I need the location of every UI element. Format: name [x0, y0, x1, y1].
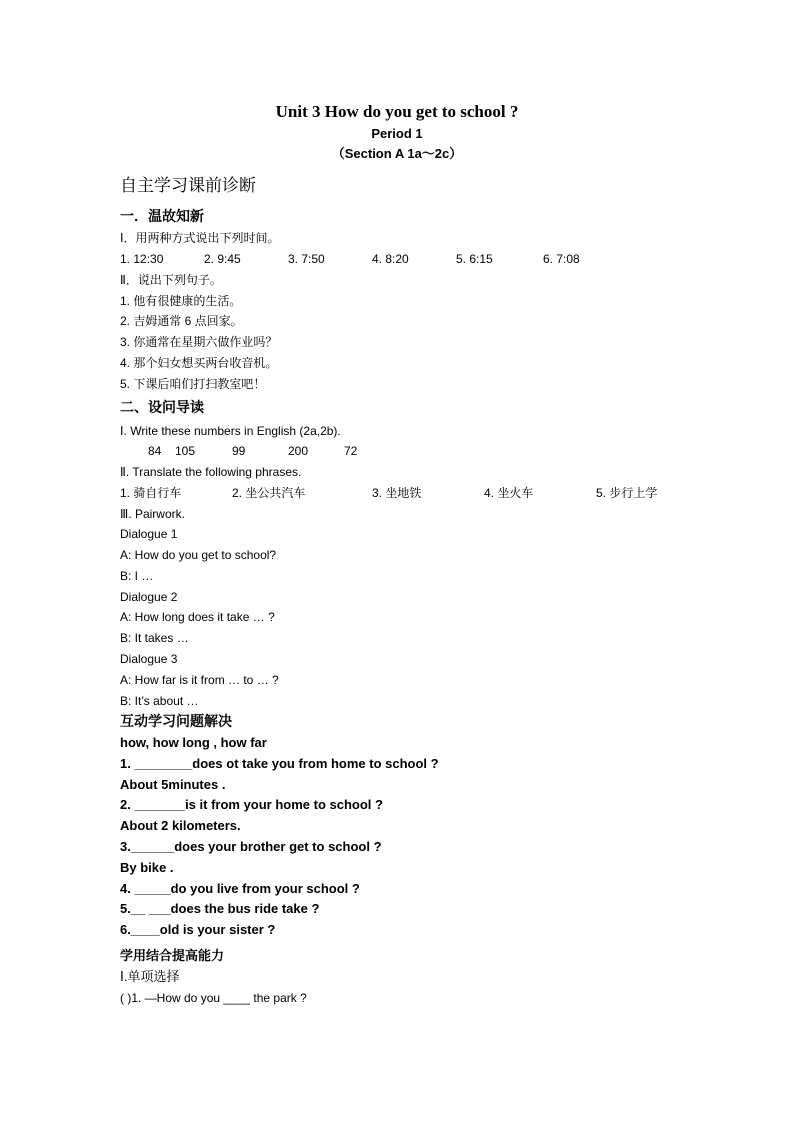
preview-heading: 自主学习课前诊断	[120, 176, 256, 195]
dialogue-line: B: I …	[120, 569, 154, 583]
time-item: 1. 12:30	[120, 252, 164, 266]
time-item: 5. 6:15	[456, 252, 493, 266]
dialogue-line: A: How do you get to school?	[120, 548, 277, 562]
dialogue-line: A: How far is it from … to … ?	[120, 673, 279, 687]
sentence-item: 1. 他有很健康的生活。	[120, 294, 242, 308]
dialogue-line: B: It takes …	[120, 631, 189, 645]
phrase-item: 5. 步行上学	[596, 486, 658, 500]
phrase-item: 4. 坐火车	[484, 486, 534, 500]
task5-instruction: Ⅲ. Pairwork.	[120, 507, 185, 521]
task2-instruction: Ⅱ．说出下列句子。	[120, 273, 222, 287]
section-label: （Section A 1a～2c）	[331, 146, 463, 161]
task4-instruction: Ⅱ. Translate the following phrases.	[120, 465, 302, 479]
numbers-row	[148, 443, 388, 459]
exercise-line: 3.______does your brother get to school ?	[120, 839, 382, 854]
question-words: how, how long , how far	[120, 735, 267, 750]
dialogue-line: Dialogue 2	[120, 590, 178, 604]
dialogue-line: Dialogue 1	[120, 527, 178, 541]
dialogue-line: Dialogue 3	[120, 652, 178, 666]
dialogue-line: B: It’s about …	[120, 694, 199, 708]
part2-heading: 二、设问导读	[120, 399, 204, 415]
part1-heading: 一．温故知新	[120, 208, 204, 224]
number-item: 84	[148, 444, 162, 458]
task1-instruction: Ⅰ．用两种方式说出下列时间。	[120, 231, 280, 245]
exercise-line: 5.__ ___does the bus ride take ?	[120, 901, 320, 916]
sentence-item: 5. 下课后咱们打扫教室吧！	[120, 377, 266, 391]
time-item: 3. 7:50	[288, 252, 325, 266]
phrase-item: 2. 坐公共汽车	[232, 486, 306, 500]
interactive-heading: 互动学习问题解决	[120, 713, 232, 729]
exercise-line: About 2 kilometers.	[120, 818, 241, 833]
phrase-item: 3. 坐地铁	[372, 486, 422, 500]
sentence-item: 2. 吉姆通常 6 点回家。	[120, 314, 243, 328]
time-item: 6. 7:08	[543, 252, 580, 266]
exercise-line: 4. _____do you live from your school ?	[120, 881, 360, 896]
exercise-line: About 5minutes .	[120, 777, 226, 792]
period-label: Period 1	[371, 126, 423, 141]
number-item: 200	[288, 444, 309, 458]
page-title: Unit 3 How do you get to school ?	[275, 102, 519, 121]
phrases-row	[120, 485, 680, 501]
exercise-line: 1. ________does ot take you from home to school ?	[120, 756, 439, 771]
practice-subheading: Ⅰ.单项选择	[120, 969, 180, 984]
number-item: 72	[344, 444, 358, 458]
question-item: ( )1. —How do you ____ the park ?	[120, 991, 307, 1005]
time-item: 2. 9:45	[204, 252, 241, 266]
exercise-line: 6.____old is your sister ?	[120, 922, 276, 937]
dialogue-line: A: How long does it take … ?	[120, 610, 275, 624]
exercise-line: 2. _______is it from your home to school ?	[120, 797, 383, 812]
sentence-item: 3. 你通常在星期六做作业吗？	[120, 335, 278, 349]
sentence-item: 4. 那个妇女想买两台收音机。	[120, 356, 278, 370]
exercise-line: By bike .	[120, 860, 174, 875]
time-item: 4. 8:20	[372, 252, 409, 266]
practice-heading: 学用结合提高能力	[120, 948, 225, 963]
task3-instruction: Ⅰ. Write these numbers in English (2a,2b).	[120, 424, 341, 438]
times-row	[120, 251, 680, 267]
number-item: 105	[175, 444, 196, 458]
phrase-item: 1. 骑自行车	[120, 486, 182, 500]
number-item: 99	[232, 444, 246, 458]
